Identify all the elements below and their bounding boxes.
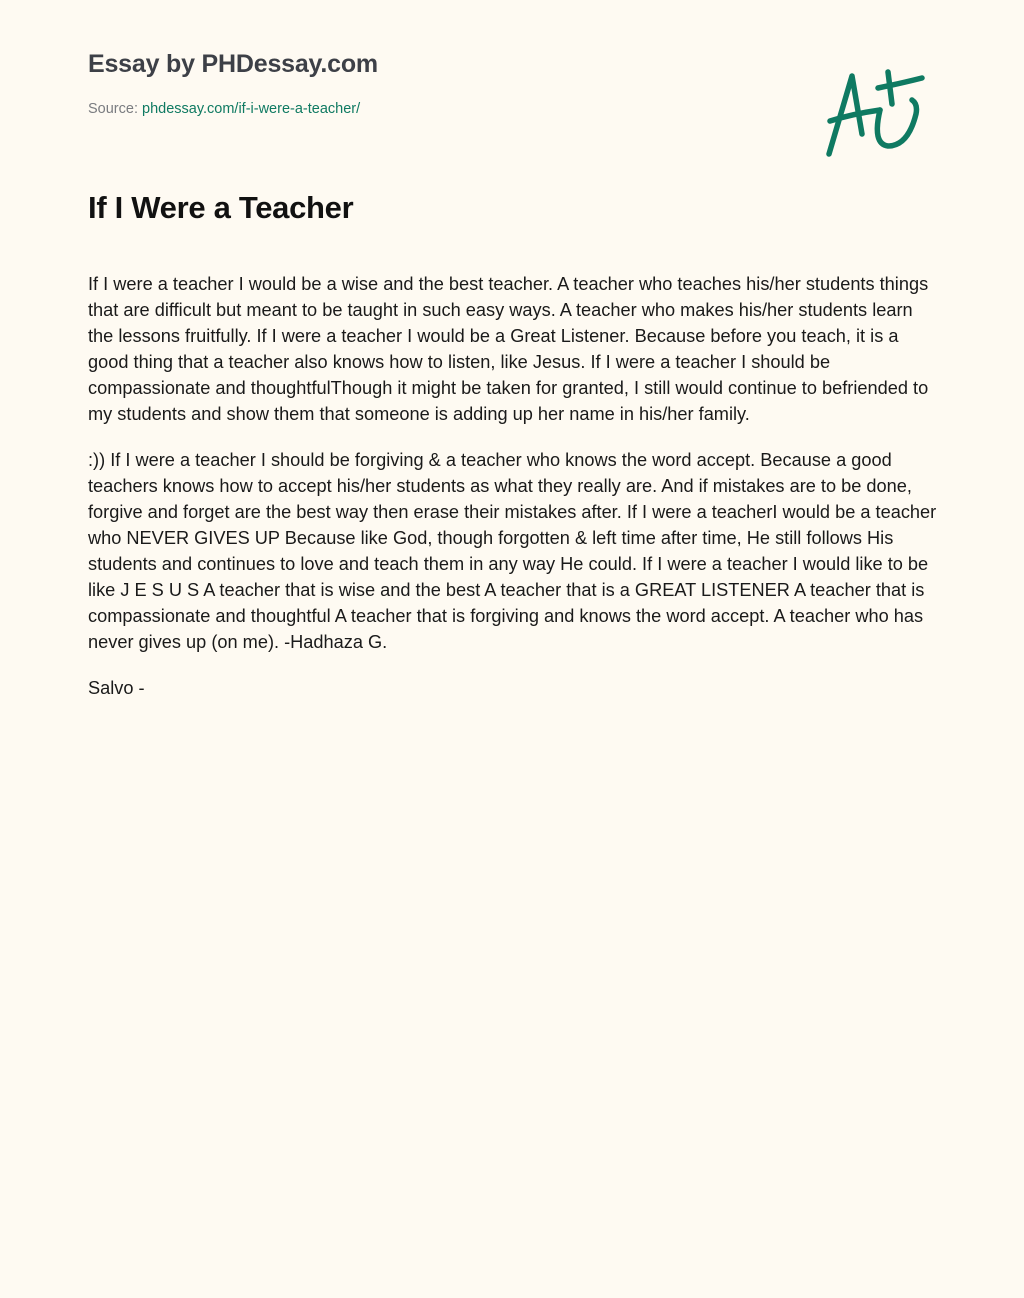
source-line <box>88 101 360 117</box>
essay-body <box>88 271 940 721</box>
source-label: Source: <box>88 101 138 117</box>
essay-title: If I Were a Teacher <box>88 190 354 225</box>
site-brand: Essay by PHDessay.com <box>88 50 378 78</box>
source-link[interactable]: phdessay.com/if-i-were-a-teacher/ <box>142 101 361 117</box>
paragraph: Salvo - <box>88 678 145 698</box>
a-plus-logo-icon <box>822 64 928 160</box>
paragraph: :)) If I were a teacher I should be forgiving & a teacher who knows the word accept. Because a good teachers knows how to accept his/her students as what they really are. And if mistakes are to be done, forgive and forget are the best way then erase their mistakes after. If I were a teacherI would be a teacher who NEVER GIVES UP Because like God, though forgotten & left time after time, He still follows His students and continues to love and teach them in any way He could. If I were a teacher I would like to be like J E S U S A teacher that is wise and the best A teacher that is a GREAT LISTENER A teacher that is compassionate and thoughtful A teacher that is forgiving and knows the word accept. A teacher who has never gives up (on me). -Hadhaza G. <box>88 450 937 652</box>
paragraph: If I were a teacher I would be a wise and the best teacher. A teacher who teaches his/her students things that are difficult but meant to be taught in such easy ways. A teacher who makes his/her students learn the lessons fruitfully. If I were a teacher I would be a Great Listener. Because before you teach, it is a good thing that a teacher also knows how to listen, like Jesus. If I were a teacher I should be compassionate and thoughtfulThough it might be taken for granted, I still would continue to befriended to my students and show them that someone is adding up her name in his/her family. <box>88 274 929 424</box>
